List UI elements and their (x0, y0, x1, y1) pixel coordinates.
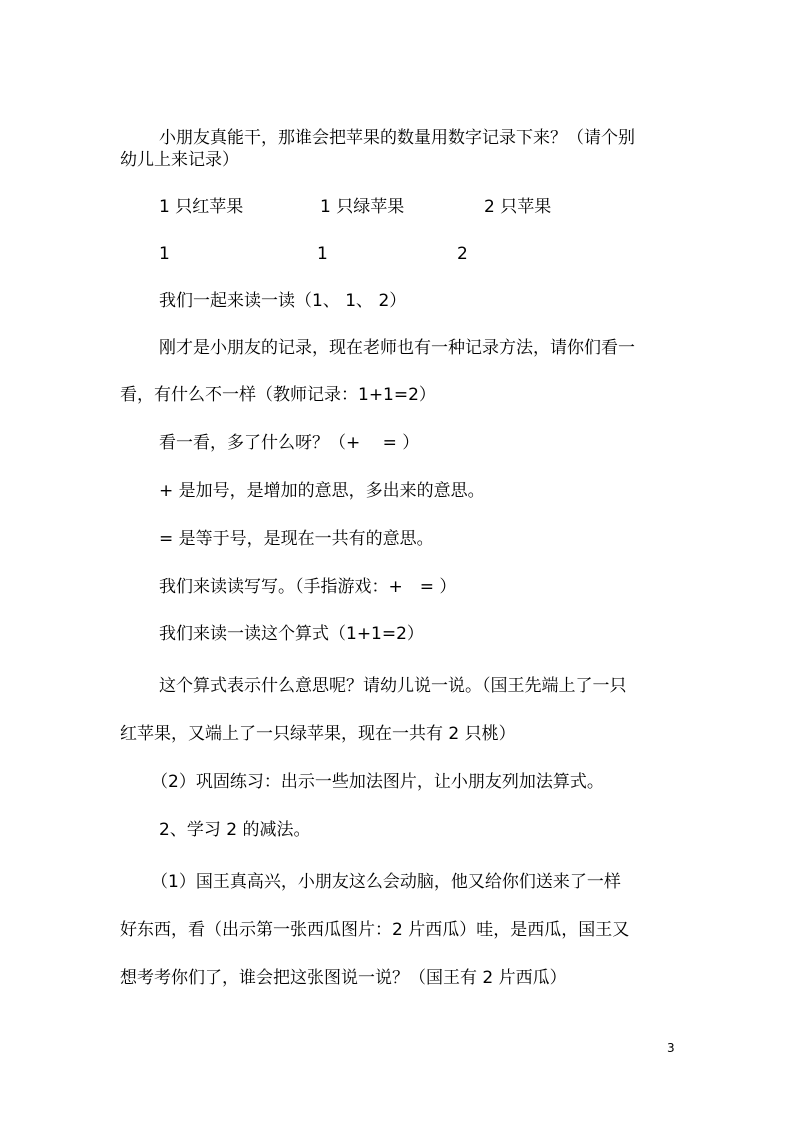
paragraph-plus-sign: + 是加号，是增加的意思，多出来的意思。 (159, 481, 485, 501)
paragraph-record-question-cont: 幼儿上来记录） (120, 150, 239, 170)
paragraph-read-together: 我们一起来读一读（1、 1、 2） (159, 291, 407, 311)
paragraph-read-equation: 我们来读一读这个算式（1+1=2） (159, 624, 424, 644)
paragraph-finger-game: 我们来读读写写。（手指游戏：+ = ） (159, 577, 457, 597)
paragraph-king-happy: （1）国王真高兴，小朋友这么会动脑，他又给你们送来了一样 (151, 872, 621, 892)
paragraph-equals-sign: = 是等于号，是现在一共有的意思。 (159, 529, 434, 549)
apple-number-red: 1 (159, 244, 170, 264)
paragraph-teacher-record: 刚才是小朋友的记录，现在老师也有一种记录方法，请你们看一 (159, 338, 635, 358)
paragraph-king-happy-cont1: 好东西，看（出示第一张西瓜图片：2 片西瓜）哇，是西瓜，国王又 (120, 920, 630, 940)
paragraph-practice: （2）巩固练习：出示一些加法图片，让小朋友列加法算式。 (151, 772, 604, 792)
apple-label-red: 1 只红苹果 (159, 197, 244, 217)
apple-number-total: 2 (457, 244, 468, 264)
apple-label-green: 1 只绿苹果 (320, 197, 405, 217)
apple-label-total: 2 只苹果 (484, 197, 552, 217)
paragraph-record-question: 小朋友真能干，那谁会把苹果的数量用数字记录下来？（请个别 (159, 128, 635, 148)
section-heading-subtraction: 2、学习 2 的减法。 (159, 820, 311, 840)
page-number: 3 (667, 1041, 675, 1055)
paragraph-equation-meaning: 这个算式表示什么意思呢？请幼儿说一说。（国王先端上了一只 (159, 676, 627, 696)
paragraph-king-happy-cont2: 想考考你们了，谁会把这张图说一说？（国王有 2 片西瓜） (120, 968, 567, 988)
apple-number-green: 1 (317, 244, 328, 264)
paragraph-equation-meaning-cont: 红苹果，又端上了一只绿苹果，现在一共有 2 只桃） (120, 724, 516, 744)
paragraph-what-added: 看一看，多了什么呀？（+ = ） (159, 433, 420, 453)
paragraph-teacher-record-cont: 看，有什么不一样（教师记录：1+1=2） (120, 385, 436, 405)
